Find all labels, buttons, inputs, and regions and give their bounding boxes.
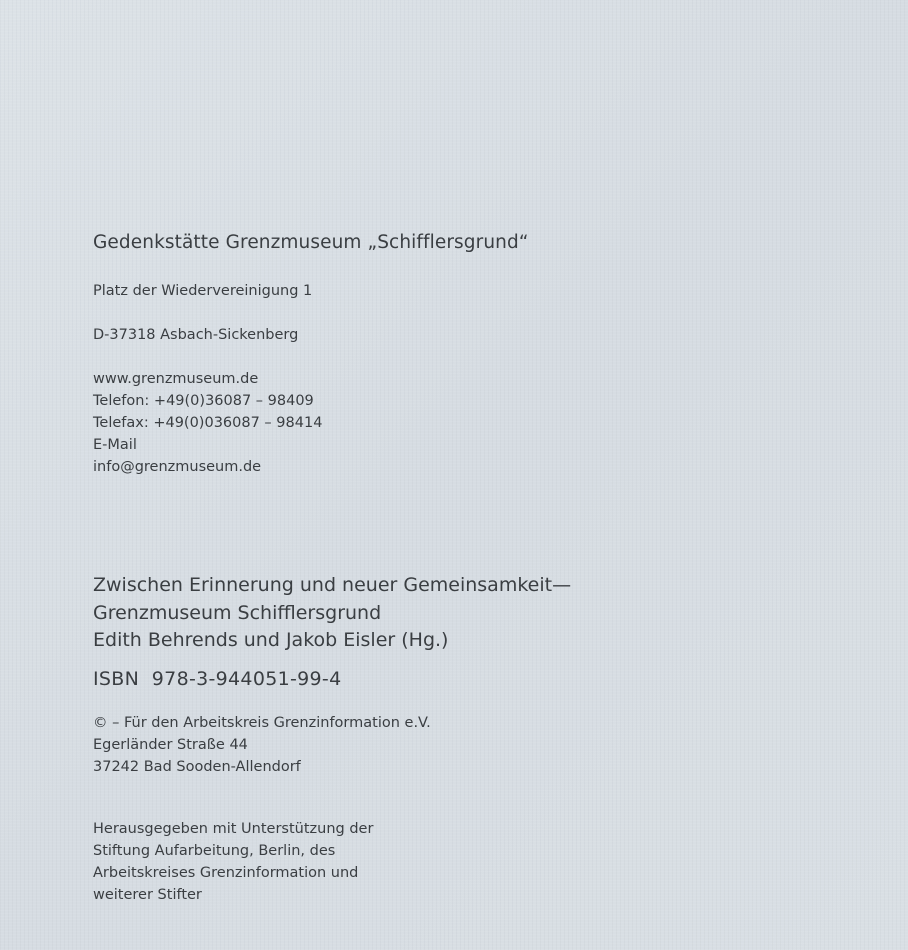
copyright-city: 37242 Bad Sooden-Allendorf [93, 759, 301, 775]
support-line: Herausgegeben mit Unterstützung der [93, 821, 374, 837]
copyright-street: Egerländer Straße 44 [93, 737, 248, 753]
support-line: Arbeitskreises Grenzinformation und [93, 865, 359, 881]
museum-fax: Telefax: +49(0)036087 – 98414 [93, 415, 323, 431]
support-line: Stiftung Aufarbeitung, Berlin, des [93, 843, 336, 859]
book-editors: Edith Behrends und Jakob Eisler (Hg.) [93, 629, 449, 651]
support-line: weiterer Stifter [93, 887, 202, 903]
book-title-line: Zwischen Erinnerung und neuer Gemeinsamkeit— [93, 574, 572, 596]
museum-name: Gedenkstätte Grenzmuseum „Schifflersgrund“ [93, 232, 529, 253]
museum-contact [93, 368, 322, 478]
book-title-line: Grenzmuseum Schifflersgrund [93, 601, 382, 624]
museum-phone: Telefon: +49(0)36087 – 98409 [93, 393, 314, 409]
museum-city: D-37318 Asbach-Sickenberg [93, 327, 299, 343]
museum-email-label: E-Mail [93, 437, 137, 453]
support-block [93, 818, 373, 906]
museum-email: info@grenzmuseum.de [93, 459, 262, 475]
book-isbn: ISBN 978-3-944051-99-4 [93, 668, 342, 690]
museum-street: Platz der Wiedervereinigung 1 [93, 283, 313, 299]
book-title [93, 572, 571, 655]
copyright-line: © – Für den Arbeitskreis Grenzinformation e.V. [93, 715, 431, 731]
copyright-block [93, 712, 431, 778]
museum-website: www.grenzmuseum.de [93, 371, 259, 387]
